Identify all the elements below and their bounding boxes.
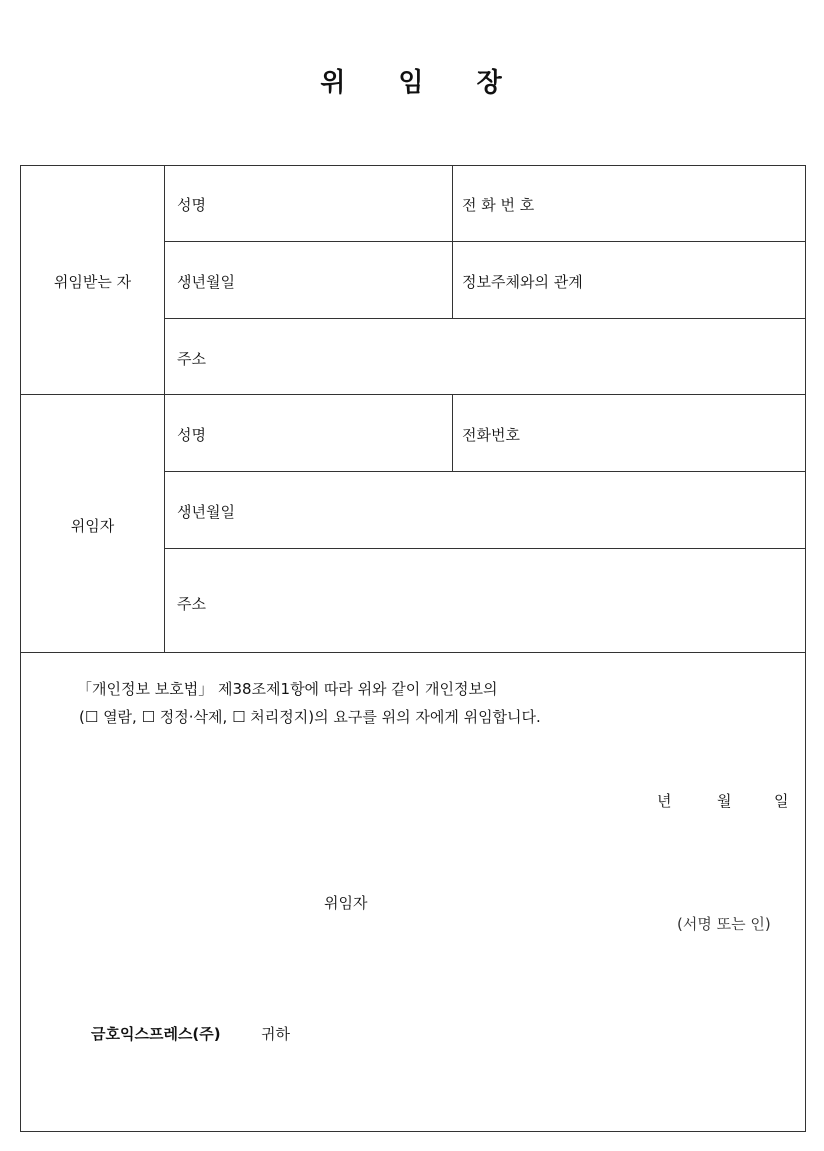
section-divider [21, 394, 806, 395]
signature-delegator-label: 위임자 [324, 894, 368, 912]
signature-hint: (서명 또는 인) [677, 915, 771, 933]
delegator-address-field[interactable]: 주소 [177, 595, 206, 613]
delegate-address-field[interactable]: 주소 [177, 350, 206, 368]
page-title: 위 임 장 [320, 68, 504, 98]
row-divider [164, 318, 806, 319]
delegator-name-field[interactable]: 성명 [177, 426, 206, 444]
statement-line-2: (☐ 열람, ☐ 정정·삭제, ☐ 처리정지)의 요구를 위의 자에게 위임합니다. [79, 708, 541, 726]
row-divider [164, 548, 806, 549]
row-divider [164, 241, 806, 242]
date-year-label: 년 [657, 792, 672, 810]
delegate-name-field[interactable]: 성명 [177, 196, 206, 214]
delegator-birth-field[interactable]: 생년월일 [177, 503, 235, 521]
column-divider [452, 394, 453, 471]
column-divider [452, 166, 453, 318]
delegate-phone-field[interactable]: 전 화 번 호 [462, 196, 535, 214]
recipient-company: 금호익스프레스(주) [91, 1025, 221, 1043]
row-divider [164, 471, 806, 472]
label-column-divider [164, 166, 165, 652]
section-divider [21, 652, 806, 653]
delegate-section-label: 위임받는 자 [53, 273, 132, 291]
delegator-phone-field[interactable]: 전화번호 [462, 426, 520, 444]
date-day-label: 일 [774, 792, 789, 810]
recipient-honorific: 귀하 [261, 1025, 290, 1043]
delegate-relation-field[interactable]: 정보주체와의 관계 [462, 273, 583, 291]
delegate-birth-field[interactable]: 생년월일 [177, 273, 235, 291]
date-month-label: 월 [717, 792, 732, 810]
delegation-form [20, 165, 806, 1132]
delegator-section-label: 위임자 [70, 517, 115, 535]
statement-line-1: 「개인정보 보호법」 제38조제1항에 따라 위와 같이 개인정보의 [77, 680, 498, 698]
